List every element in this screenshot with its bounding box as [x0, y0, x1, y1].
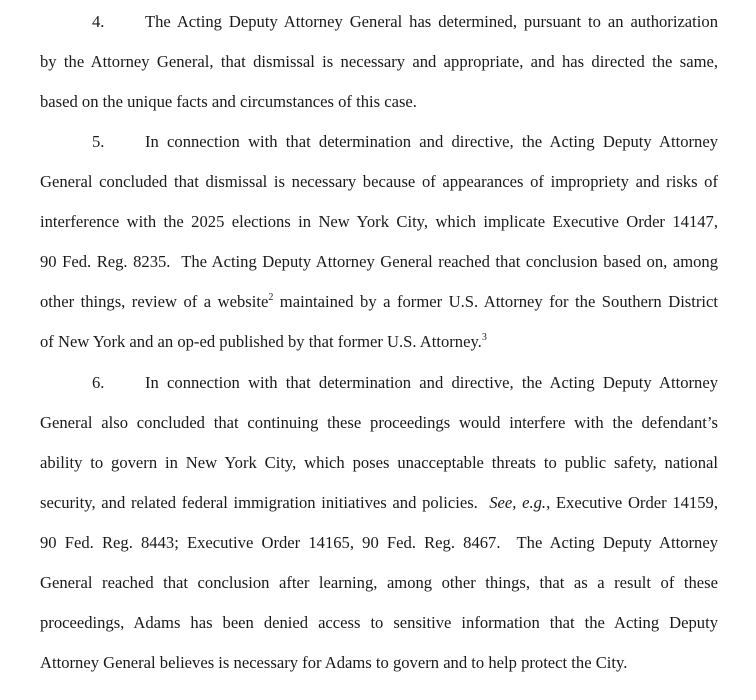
citation-signal: See, e.g. — [489, 493, 547, 512]
line-text: security, and related federal immigration initiatives and policies. — [40, 493, 490, 512]
paragraph-number: 6. — [92, 373, 105, 392]
paragraph-text: The Acting Deputy Attorney General has determined, pursuant to an authorization — [145, 12, 718, 31]
line-text: of New York and an op-ed published by that former U.S. Attorney. — [40, 332, 482, 351]
footnote-marker-2[interactable]: 2 — [268, 292, 274, 303]
paragraph-5-line-5 — [40, 292, 718, 312]
paragraph-5-line-3: interference with the 2025 elections in New York City, which implicate Executive Order 14147, — [40, 212, 718, 231]
paragraph-6-line-6: General reached that conclusion after learning, among other things, that as a result of these — [40, 573, 718, 592]
paragraph-6-line-2: General also concluded that continuing these proceedings would interfere with the defendant’s — [40, 413, 718, 432]
paragraph-5-line-1 — [92, 132, 718, 152]
paragraph-6-line-4 — [40, 493, 718, 513]
line-text: other things, review of a website — [40, 292, 269, 311]
footnote-marker-3[interactable]: 3 — [481, 332, 487, 343]
paragraph-4-line-2: by the Attorney General, that dismissal is necessary and appropriate, and has directed the same, — [40, 52, 718, 71]
paragraph-text: In connection with that determination and directive, the Acting Deputy Attorney — [145, 132, 718, 151]
paragraph-6-line-1 — [92, 373, 718, 393]
paragraph-5-line-6 — [40, 332, 718, 352]
paragraph-6-line-8: Attorney General believes is necessary for Adams to govern and to help protect the City. — [40, 653, 628, 672]
paragraph-6-line-3: ability to govern in New York City, which poses unacceptable threats to public safety, national — [40, 453, 718, 472]
paragraph-4-line-3: based on the unique facts and circumstances of this case. — [40, 92, 417, 111]
paragraph-6-line-5: 90 Fed. Reg. 8443; Executive Order 14165, 90 Fed. Reg. 8467. The Acting Deputy Attorney — [40, 533, 718, 552]
paragraph-5-line-4: 90 Fed. Reg. 8235. The Acting Deputy Attorney General reached that conclusion based on, among — [40, 252, 718, 271]
paragraph-6-line-7: proceedings, Adams has been denied access to sensitive information that the Acting Deputy — [40, 613, 718, 632]
paragraph-number: 4. — [92, 12, 105, 31]
paragraph-number: 5. — [92, 132, 105, 151]
paragraph-5-line-2: General concluded that dismissal is necessary because of appearances of impropriety and risks of — [40, 172, 718, 191]
paragraph-text: In connection with that determination and directive, the Acting Deputy Attorney — [145, 373, 718, 392]
paragraph-4-line-1 — [92, 12, 718, 32]
line-text: , Executive Order 14159, — [546, 493, 718, 512]
line-text: maintained by a former U.S. Attorney for the Southern District — [273, 292, 718, 311]
